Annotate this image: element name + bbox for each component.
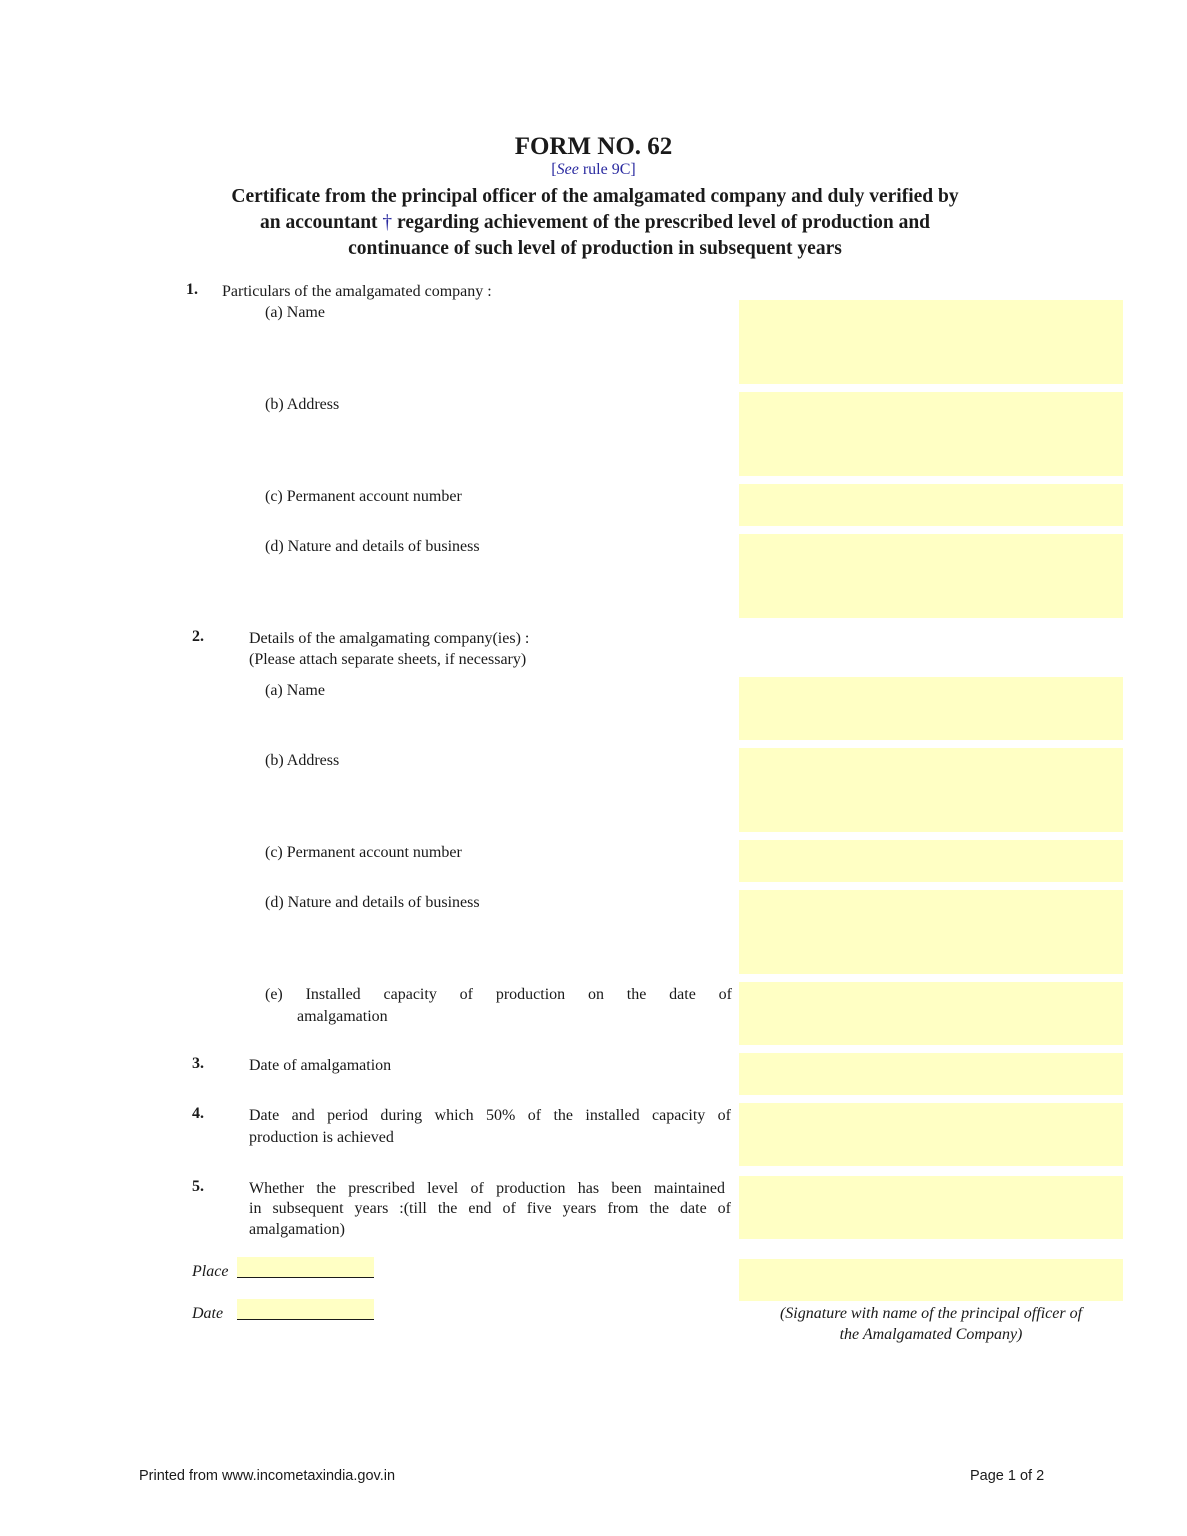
section-4-number: 4. <box>192 1105 204 1122</box>
section-2-number: 2. <box>192 628 204 645</box>
s2-capacity-label-line-2: amalgamation <box>297 1008 388 1025</box>
s4-period-field[interactable] <box>739 1103 1123 1166</box>
signature-caption-line-2: the Amalgamated Company) <box>839 1326 1023 1343</box>
s2-address-field[interactable] <box>739 748 1123 832</box>
signature-caption <box>739 1303 1123 1345</box>
rule-see: See <box>556 161 579 178</box>
s2-name-field[interactable] <box>739 677 1123 740</box>
s2-name-label: (a) Name <box>265 682 325 699</box>
s3-date-field[interactable] <box>739 1053 1123 1095</box>
dagger-footnote-icon[interactable]: † <box>382 212 393 233</box>
place-input[interactable] <box>237 1257 374 1278</box>
s2-pan-label: (c) Permanent account number <box>265 844 462 861</box>
s1-address-field[interactable] <box>739 392 1123 476</box>
s1-business-label: (d) Nature and details of business <box>265 538 480 555</box>
section-5-line-1: Whether the prescribed level of production has been maintained <box>249 1180 725 1197</box>
s2-capacity-field[interactable] <box>739 982 1123 1045</box>
date-input[interactable] <box>237 1299 374 1320</box>
section-2-title: Details of the amalgamating company(ies) : <box>249 630 530 647</box>
section-1-number: 1. <box>186 281 198 298</box>
form-title: FORM NO. 62 <box>514 133 673 160</box>
section-5-line-2: in subsequent years :(till the end of five years from the date of <box>249 1200 731 1217</box>
s2-business-label: (d) Nature and details of business <box>265 894 480 911</box>
section-1-title: Particulars of the amalgamated company : <box>222 283 492 300</box>
s2-business-field[interactable] <box>739 890 1123 974</box>
footer-source: Printed from www.incometaxindia.gov.in <box>139 1468 396 1484</box>
rule-reference <box>0 161 1187 179</box>
s2-address-label: (b) Address <box>265 752 340 769</box>
section-4-line-1: Date and period during which 50% of the installed capacity of <box>249 1107 731 1124</box>
section-2-note: (Please attach separate sheets, if necessary) <box>249 651 527 668</box>
signature-field[interactable] <box>739 1259 1123 1301</box>
rule-number: rule 9C] <box>578 161 636 178</box>
s2-capacity-label-line-1: (e) Installed capacity of production on the date of <box>265 986 732 1003</box>
signature-caption-line-1: (Signature with name of the principal officer of <box>779 1305 1083 1322</box>
s1-address-label: (b) Address <box>265 396 340 413</box>
heading-line-3: continuance of such level of production in subsequent years <box>348 238 842 259</box>
section-3-number: 3. <box>192 1055 204 1072</box>
heading-line-1: Certificate from the principal officer of the amalgamated company and duly verified by <box>231 186 959 207</box>
date-label: Date <box>192 1305 224 1322</box>
s1-name-field[interactable] <box>739 300 1123 384</box>
s1-name-label: (a) Name <box>265 304 325 321</box>
place-label: Place <box>192 1263 229 1280</box>
s5-maintained-field[interactable] <box>739 1176 1123 1239</box>
section-5-line-3: amalgamation) <box>249 1221 345 1238</box>
section-3-title: Date of amalgamation <box>249 1057 392 1074</box>
section-5-number: 5. <box>192 1178 204 1195</box>
rule-bracket: [ <box>551 161 557 178</box>
section-4-line-2: production is achieved <box>249 1129 394 1146</box>
s1-pan-field[interactable] <box>739 484 1123 526</box>
heading-line-2: an accountant † regarding achievement of the prescribed level of production and <box>259 212 931 233</box>
footer-page-number: Page 1 of 2 <box>970 1468 1045 1484</box>
s1-business-field[interactable] <box>739 534 1123 618</box>
form-heading <box>150 184 1040 262</box>
s1-pan-label: (c) Permanent account number <box>265 488 462 505</box>
s2-pan-field[interactable] <box>739 840 1123 882</box>
